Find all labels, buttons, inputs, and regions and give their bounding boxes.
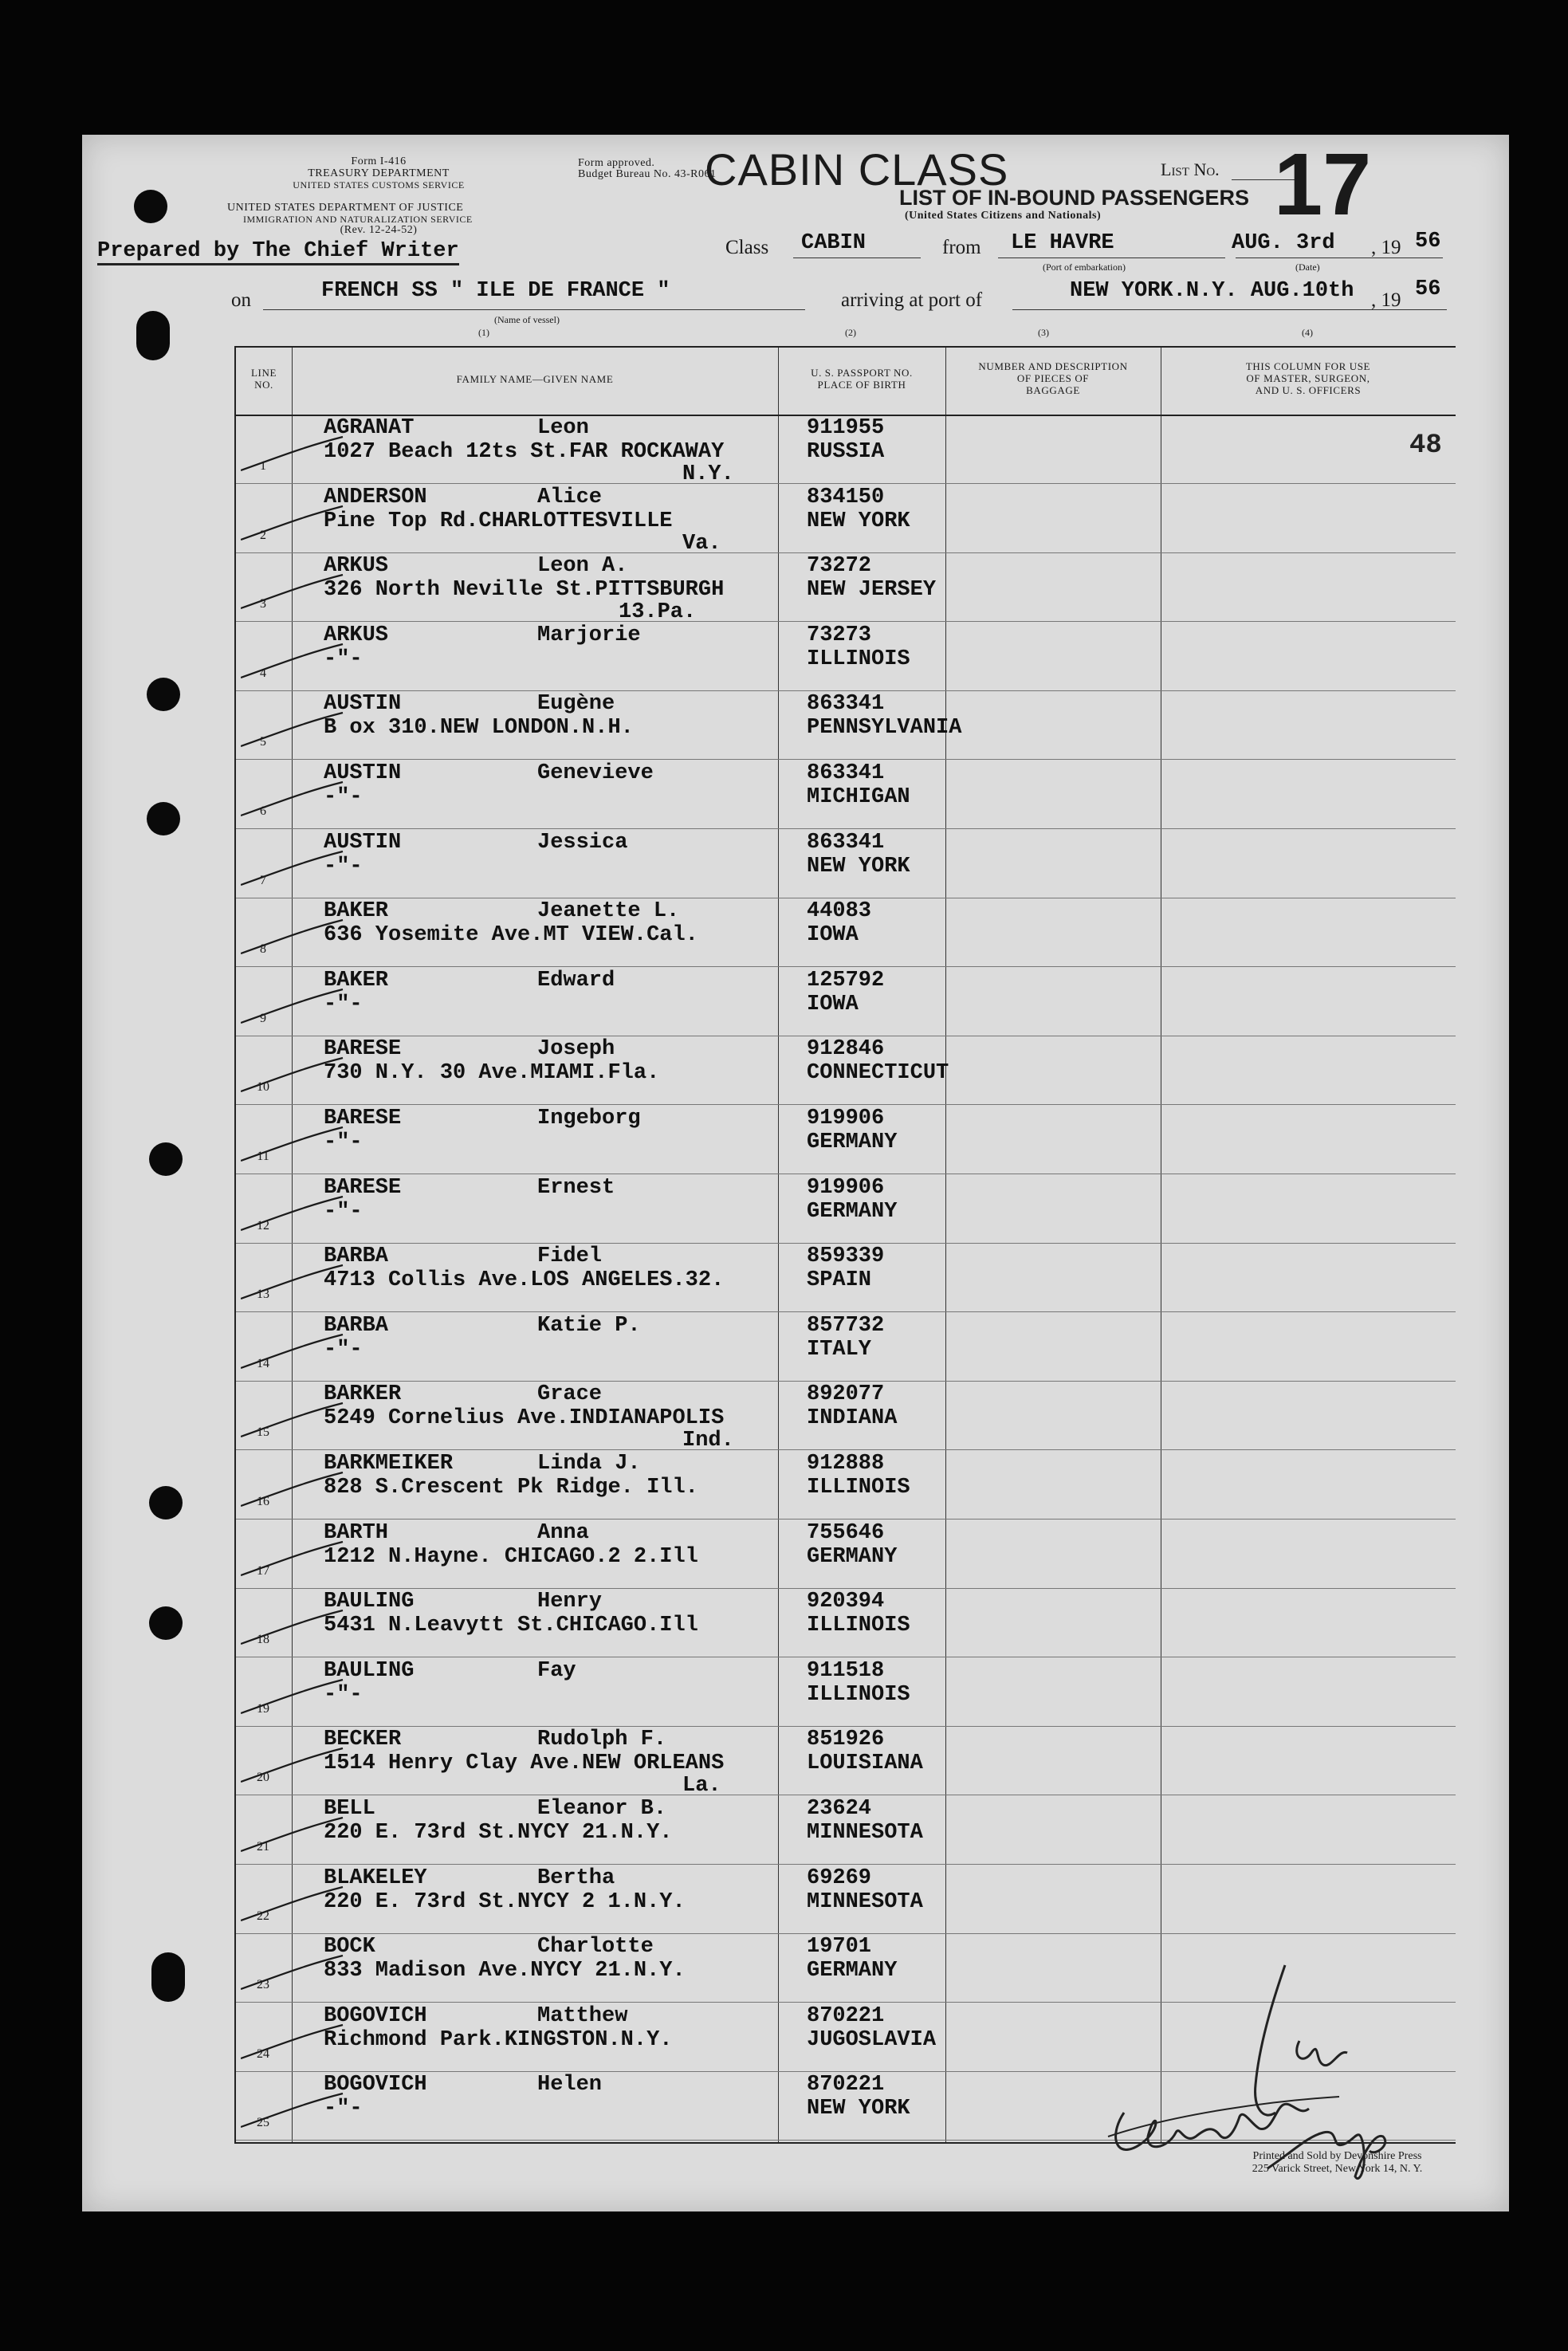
col-marker-2: (2) bbox=[845, 327, 856, 338]
binder-hole bbox=[151, 1952, 185, 2002]
line-number: 7 bbox=[260, 873, 266, 887]
line-number: 16 bbox=[257, 1495, 269, 1508]
line-number: 1 bbox=[260, 459, 266, 473]
binder-hole bbox=[134, 190, 167, 223]
title-cabin-class: CABIN CLASS bbox=[705, 144, 1009, 195]
passport-number: 863341 bbox=[807, 692, 885, 717]
table-row bbox=[236, 552, 1456, 625]
place-of-birth: NEW YORK bbox=[807, 854, 910, 879]
table-row bbox=[236, 1036, 1456, 1105]
address: -"- bbox=[324, 992, 363, 1016]
given-name: Helen bbox=[537, 2073, 603, 2097]
place-of-birth: GERMANY bbox=[807, 1130, 898, 1154]
given-name: Leon bbox=[537, 416, 589, 440]
address: 1212 N.Hayne. CHICAGO.2 2.Ill bbox=[324, 1544, 698, 1569]
date-caption: (Date) bbox=[1295, 261, 1320, 273]
table-row bbox=[236, 829, 1456, 898]
header-line-no: LINE NO. bbox=[251, 367, 277, 391]
table-row bbox=[236, 622, 1456, 691]
passport-number: 911955 bbox=[807, 416, 885, 440]
header-name: FAMILY NAME—GIVEN NAME bbox=[456, 373, 614, 385]
place-of-birth: MICHIGAN bbox=[807, 785, 910, 809]
address: Pine Top Rd.CHARLOTTESVILLE bbox=[324, 509, 673, 533]
given-name: Leon A. bbox=[537, 554, 628, 579]
given-name: Matthew bbox=[537, 2003, 628, 2028]
place-of-birth: ILLINOIS bbox=[807, 1614, 910, 1638]
place-of-birth: SPAIN bbox=[807, 1268, 872, 1293]
family-name: BARESE bbox=[324, 1175, 402, 1200]
embarkation-port: LE HAVRE bbox=[1011, 231, 1114, 255]
table-row bbox=[236, 1795, 1456, 1865]
dept-customs: UNITED STATES CUSTOMS SERVICE bbox=[293, 179, 465, 191]
line-number: 11 bbox=[257, 1150, 269, 1163]
given-name: Linda J. bbox=[537, 1452, 641, 1476]
line-number: 21 bbox=[257, 1840, 269, 1854]
passenger-table bbox=[234, 346, 1456, 2144]
arrival-year: 56 bbox=[1415, 277, 1441, 301]
given-name: Ingeborg bbox=[537, 1107, 641, 1130]
family-name: BELL bbox=[324, 1797, 375, 1821]
family-name: AUSTIN bbox=[324, 830, 402, 855]
line-number: 4 bbox=[260, 666, 266, 680]
family-name: BARESE bbox=[324, 1107, 402, 1130]
form-revision: (Rev. 12-24-52) bbox=[340, 224, 418, 236]
line-number: 15 bbox=[257, 1425, 269, 1440]
passport-number: 919906 bbox=[807, 1107, 885, 1130]
given-name: Bertha bbox=[537, 1865, 615, 1890]
passport-number: 911518 bbox=[807, 1658, 885, 1683]
given-name: Eugène bbox=[537, 692, 615, 717]
passport-number: 125792 bbox=[807, 968, 885, 993]
place-of-birth: ILLINOIS bbox=[807, 1476, 910, 1500]
vessel-caption: (Name of vessel) bbox=[494, 314, 560, 325]
address: 4713 Collis Ave.LOS ANGELES.32. bbox=[324, 1268, 725, 1293]
date-year-prefix: , 19 bbox=[1371, 237, 1401, 258]
line-number: 19 bbox=[257, 1701, 269, 1716]
arrival-year-prefix: , 19 bbox=[1371, 289, 1401, 311]
line-number: 12 bbox=[257, 1218, 269, 1233]
line-number: 10 bbox=[257, 1080, 269, 1095]
inspector-signature bbox=[1100, 1945, 1403, 2184]
binder-hole bbox=[149, 1606, 183, 1640]
line-number: 23 bbox=[257, 1978, 269, 1992]
officer-note: 48 bbox=[1409, 430, 1442, 461]
place-of-birth: PENNSYLVANIA bbox=[807, 716, 962, 741]
place-of-birth: NEW YORK bbox=[807, 509, 910, 533]
family-name: BARTH bbox=[324, 1520, 389, 1545]
address: -"- bbox=[324, 854, 363, 879]
given-name: Genevieve bbox=[537, 761, 654, 785]
address: 636 Yosemite Ave.MT VIEW.Cal. bbox=[324, 923, 698, 948]
address: 220 E. 73rd St.NYCY 2 1.N.Y. bbox=[324, 1889, 686, 1914]
given-name: Jeanette L. bbox=[537, 899, 680, 924]
budget-bureau: Budget Bureau No. 43-R061 bbox=[578, 168, 717, 180]
port-embarkation-caption: (Port of embarkation) bbox=[1043, 261, 1126, 273]
list-no-label: List No. bbox=[1161, 159, 1220, 179]
line-number: 17 bbox=[257, 1563, 269, 1578]
passport-number: 870221 bbox=[807, 2073, 885, 2097]
address: 730 N.Y. 30 Ave.MIAMI.Fla. bbox=[324, 1061, 660, 1086]
given-name: Marjorie bbox=[537, 623, 641, 647]
header-officers: THIS COLUMN FOR USE OF MASTER, SURGEON, AND U. S. OFFICERS bbox=[1245, 360, 1371, 396]
arrival-port-date: NEW YORK.N.Y. AUG.10th bbox=[1070, 279, 1354, 303]
form-number: Form I-416 bbox=[351, 155, 407, 167]
class-label: Class bbox=[725, 237, 769, 258]
arriving-label: arriving at port of bbox=[841, 289, 983, 311]
place-of-birth: GERMANY bbox=[807, 1199, 898, 1224]
address: -"- bbox=[324, 1199, 363, 1224]
place-of-birth: IOWA bbox=[807, 923, 859, 948]
on-label: on bbox=[231, 289, 251, 311]
family-name: BAULING bbox=[324, 1658, 415, 1683]
given-name: Fay bbox=[537, 1658, 576, 1683]
address: -"- bbox=[324, 785, 363, 809]
family-name: BLAKELEY bbox=[324, 1865, 427, 1890]
place-of-birth: NEW JERSEY bbox=[807, 578, 937, 603]
passport-number: 23624 bbox=[807, 1797, 872, 1821]
line-number: 9 bbox=[260, 1011, 266, 1025]
place-of-birth: ILLINOIS bbox=[807, 1682, 910, 1707]
passport-number: 919906 bbox=[807, 1175, 885, 1200]
line-number: 25 bbox=[257, 2116, 269, 2130]
line-number: 18 bbox=[257, 1633, 269, 1647]
family-name: AGRANAT bbox=[324, 416, 415, 440]
binder-hole bbox=[149, 1142, 183, 1176]
class-value: CABIN bbox=[801, 231, 867, 255]
given-name: Alice bbox=[537, 485, 603, 509]
family-name: ANDERSON bbox=[324, 485, 427, 509]
form-approved: Form approved. bbox=[578, 157, 655, 169]
family-name: BARKER bbox=[324, 1382, 402, 1407]
table-row bbox=[236, 898, 1456, 967]
address: -"- bbox=[324, 1130, 363, 1154]
family-name: BARKMEIKER bbox=[324, 1452, 454, 1476]
table-row bbox=[236, 415, 1456, 484]
family-name: BARESE bbox=[324, 1037, 402, 1062]
given-name: Edward bbox=[537, 968, 615, 993]
address: 326 North Neville St.PITTSBURGH bbox=[324, 578, 725, 603]
given-name: Rudolph F. bbox=[537, 1728, 667, 1752]
address: -"- bbox=[324, 1337, 363, 1362]
place-of-birth: LOUISIANA bbox=[807, 1751, 923, 1776]
address: 5431 N.Leavytt St.CHICAGO.Ill bbox=[324, 1614, 698, 1638]
departure-year: 56 bbox=[1415, 230, 1441, 254]
given-name: Fidel bbox=[537, 1244, 603, 1269]
address: 220 E. 73rd St.NYCY 21.N.Y. bbox=[324, 1821, 673, 1845]
line-number: 13 bbox=[257, 1288, 269, 1302]
line-number: 2 bbox=[260, 528, 266, 542]
place-of-birth: ILLINOIS bbox=[807, 647, 910, 671]
table-row bbox=[236, 484, 1456, 556]
family-name: BARBA bbox=[324, 1244, 389, 1269]
from-label: from bbox=[942, 237, 981, 258]
printer-credit-2: 225 Varick Street, New York 14, N. Y. bbox=[1252, 2163, 1423, 2175]
family-name: BOGOVICH bbox=[324, 2003, 427, 2028]
dept-treasury: TREASURY DEPARTMENT bbox=[308, 167, 450, 179]
address: -"- bbox=[324, 647, 363, 671]
address: Richmond Park.KINGSTON.N.Y. bbox=[324, 2027, 673, 2052]
place-of-birth: GERMANY bbox=[807, 1544, 898, 1569]
given-name: Ernest bbox=[537, 1175, 615, 1200]
vessel-name: FRENCH SS " ILE DE FRANCE " bbox=[321, 279, 670, 303]
family-name: AUSTIN bbox=[324, 692, 402, 717]
line-number: 5 bbox=[260, 735, 266, 749]
address: 1027 Beach 12ts St.FAR ROCKAWAY bbox=[324, 440, 725, 464]
table-row bbox=[236, 1588, 1456, 1657]
table-row bbox=[236, 1381, 1456, 1453]
family-name: BAKER bbox=[324, 968, 389, 993]
address-line-2: Ind. bbox=[682, 1429, 734, 1453]
family-name: BOGOVICH bbox=[324, 2073, 427, 2097]
line-number: 3 bbox=[260, 597, 266, 611]
passport-number: 73273 bbox=[807, 623, 872, 647]
given-name: Henry bbox=[537, 1590, 603, 1614]
place-of-birth: IOWA bbox=[807, 992, 859, 1016]
title-inbound-list: LIST OF IN-BOUND PASSENGERS bbox=[899, 186, 1250, 210]
table-row bbox=[236, 1450, 1456, 1520]
line-number: 6 bbox=[260, 804, 266, 818]
dept-immigration: IMMIGRATION AND NATURALIZATION SERVICE bbox=[243, 214, 473, 225]
table-row bbox=[236, 760, 1456, 829]
place-of-birth: NEW YORK bbox=[807, 2097, 910, 2121]
passport-number: 863341 bbox=[807, 830, 885, 855]
binder-hole bbox=[147, 802, 180, 835]
place-of-birth: INDIANA bbox=[807, 1406, 898, 1431]
family-name: BAULING bbox=[324, 1590, 415, 1614]
binder-hole bbox=[149, 1486, 183, 1520]
col-marker-1: (1) bbox=[478, 327, 489, 338]
passport-number: 69269 bbox=[807, 1865, 872, 1890]
address-line-2: Va. bbox=[682, 531, 721, 556]
place-of-birth: JUGOSLAVIA bbox=[807, 2027, 937, 2052]
table-row bbox=[236, 1657, 1456, 1727]
family-name: BAKER bbox=[324, 899, 389, 924]
table-row bbox=[236, 1312, 1456, 1382]
table-row bbox=[236, 1865, 1456, 1934]
address: B ox 310.NEW LONDON.N.H. bbox=[324, 716, 634, 741]
passport-number: 44083 bbox=[807, 899, 872, 924]
departure-date: AUG. 3rd bbox=[1232, 231, 1335, 255]
header-passport: U. S. PASSPORT NO. PLACE OF BIRTH bbox=[811, 367, 913, 391]
family-name: AUSTIN bbox=[324, 761, 402, 785]
place-of-birth: CONNECTICUT bbox=[807, 1061, 949, 1086]
passport-number: 755646 bbox=[807, 1520, 885, 1545]
address: -"- bbox=[324, 1682, 363, 1707]
title-citizens: (United States Citizens and Nationals) bbox=[905, 210, 1102, 222]
place-of-birth: MINNESOTA bbox=[807, 1889, 923, 1914]
line-number: 14 bbox=[257, 1356, 269, 1370]
address: 828 S.Crescent Pk Ridge. Ill. bbox=[324, 1476, 698, 1500]
col-marker-4: (4) bbox=[1302, 327, 1313, 338]
table-row bbox=[236, 1520, 1456, 1589]
place-of-birth: RUSSIA bbox=[807, 440, 885, 464]
place-of-birth: MINNESOTA bbox=[807, 1821, 923, 1845]
passport-number: 859339 bbox=[807, 1244, 885, 1269]
table-row bbox=[236, 1174, 1456, 1244]
passport-number: 920394 bbox=[807, 1590, 885, 1614]
given-name: Jessica bbox=[537, 830, 628, 855]
address: 833 Madison Ave.NYCY 21.N.Y. bbox=[324, 1959, 686, 1983]
given-name: Eleanor B. bbox=[537, 1797, 667, 1821]
passport-number: 912846 bbox=[807, 1037, 885, 1062]
table-row bbox=[236, 690, 1456, 760]
address-line-2: La. bbox=[682, 1774, 721, 1799]
line-number: 24 bbox=[257, 2046, 269, 2061]
address: 1514 Henry Clay Ave.NEW ORLEANS bbox=[324, 1751, 725, 1776]
address: -"- bbox=[324, 2097, 363, 2121]
family-name: ARKUS bbox=[324, 554, 389, 579]
table-row bbox=[236, 967, 1456, 1036]
table-row bbox=[236, 1243, 1456, 1312]
place-of-birth: ITALY bbox=[807, 1337, 872, 1362]
line-number: 8 bbox=[260, 942, 266, 957]
list-number: 17 bbox=[1274, 136, 1372, 234]
col-marker-3: (3) bbox=[1038, 327, 1049, 338]
header-baggage: NUMBER AND DESCRIPTION OF PIECES OF BAGGAGE bbox=[978, 360, 1128, 396]
printer-credit-1: Printed and Sold by Devonshire Press bbox=[1252, 2150, 1422, 2162]
family-name: BECKER bbox=[324, 1728, 402, 1752]
given-name: Grace bbox=[537, 1382, 603, 1407]
binder-hole bbox=[147, 678, 180, 711]
passport-number: 19701 bbox=[807, 1935, 872, 1960]
binder-hole bbox=[136, 311, 170, 360]
line-number: 22 bbox=[257, 1909, 269, 1923]
passport-number: 870221 bbox=[807, 2003, 885, 2028]
address: 5249 Cornelius Ave.INDIANAPOLIS bbox=[324, 1406, 725, 1431]
family-name: ARKUS bbox=[324, 623, 389, 647]
line-number: 20 bbox=[257, 1771, 269, 1785]
passport-number: 863341 bbox=[807, 761, 885, 785]
table-row bbox=[236, 1726, 1456, 1799]
passport-number: 851926 bbox=[807, 1728, 885, 1752]
given-name: Joseph bbox=[537, 1037, 615, 1062]
passport-number: 912888 bbox=[807, 1452, 885, 1476]
passport-number: 73272 bbox=[807, 554, 872, 579]
given-name: Anna bbox=[537, 1520, 589, 1545]
dept-justice: UNITED STATES DEPARTMENT OF JUSTICE bbox=[227, 202, 464, 214]
passport-number: 834150 bbox=[807, 485, 885, 509]
prepared-by: Prepared by The Chief Writer bbox=[97, 239, 459, 265]
address-line-2: N.Y. bbox=[682, 462, 734, 486]
address-line-2: 13.Pa. bbox=[619, 600, 697, 625]
given-name: Katie P. bbox=[537, 1313, 641, 1338]
table-row bbox=[236, 1105, 1456, 1174]
family-name: BARBA bbox=[324, 1313, 389, 1338]
given-name: Charlotte bbox=[537, 1935, 654, 1960]
passport-number: 892077 bbox=[807, 1382, 885, 1407]
passport-number: 857732 bbox=[807, 1313, 885, 1338]
family-name: BOCK bbox=[324, 1935, 375, 1960]
place-of-birth: GERMANY bbox=[807, 1959, 898, 1983]
